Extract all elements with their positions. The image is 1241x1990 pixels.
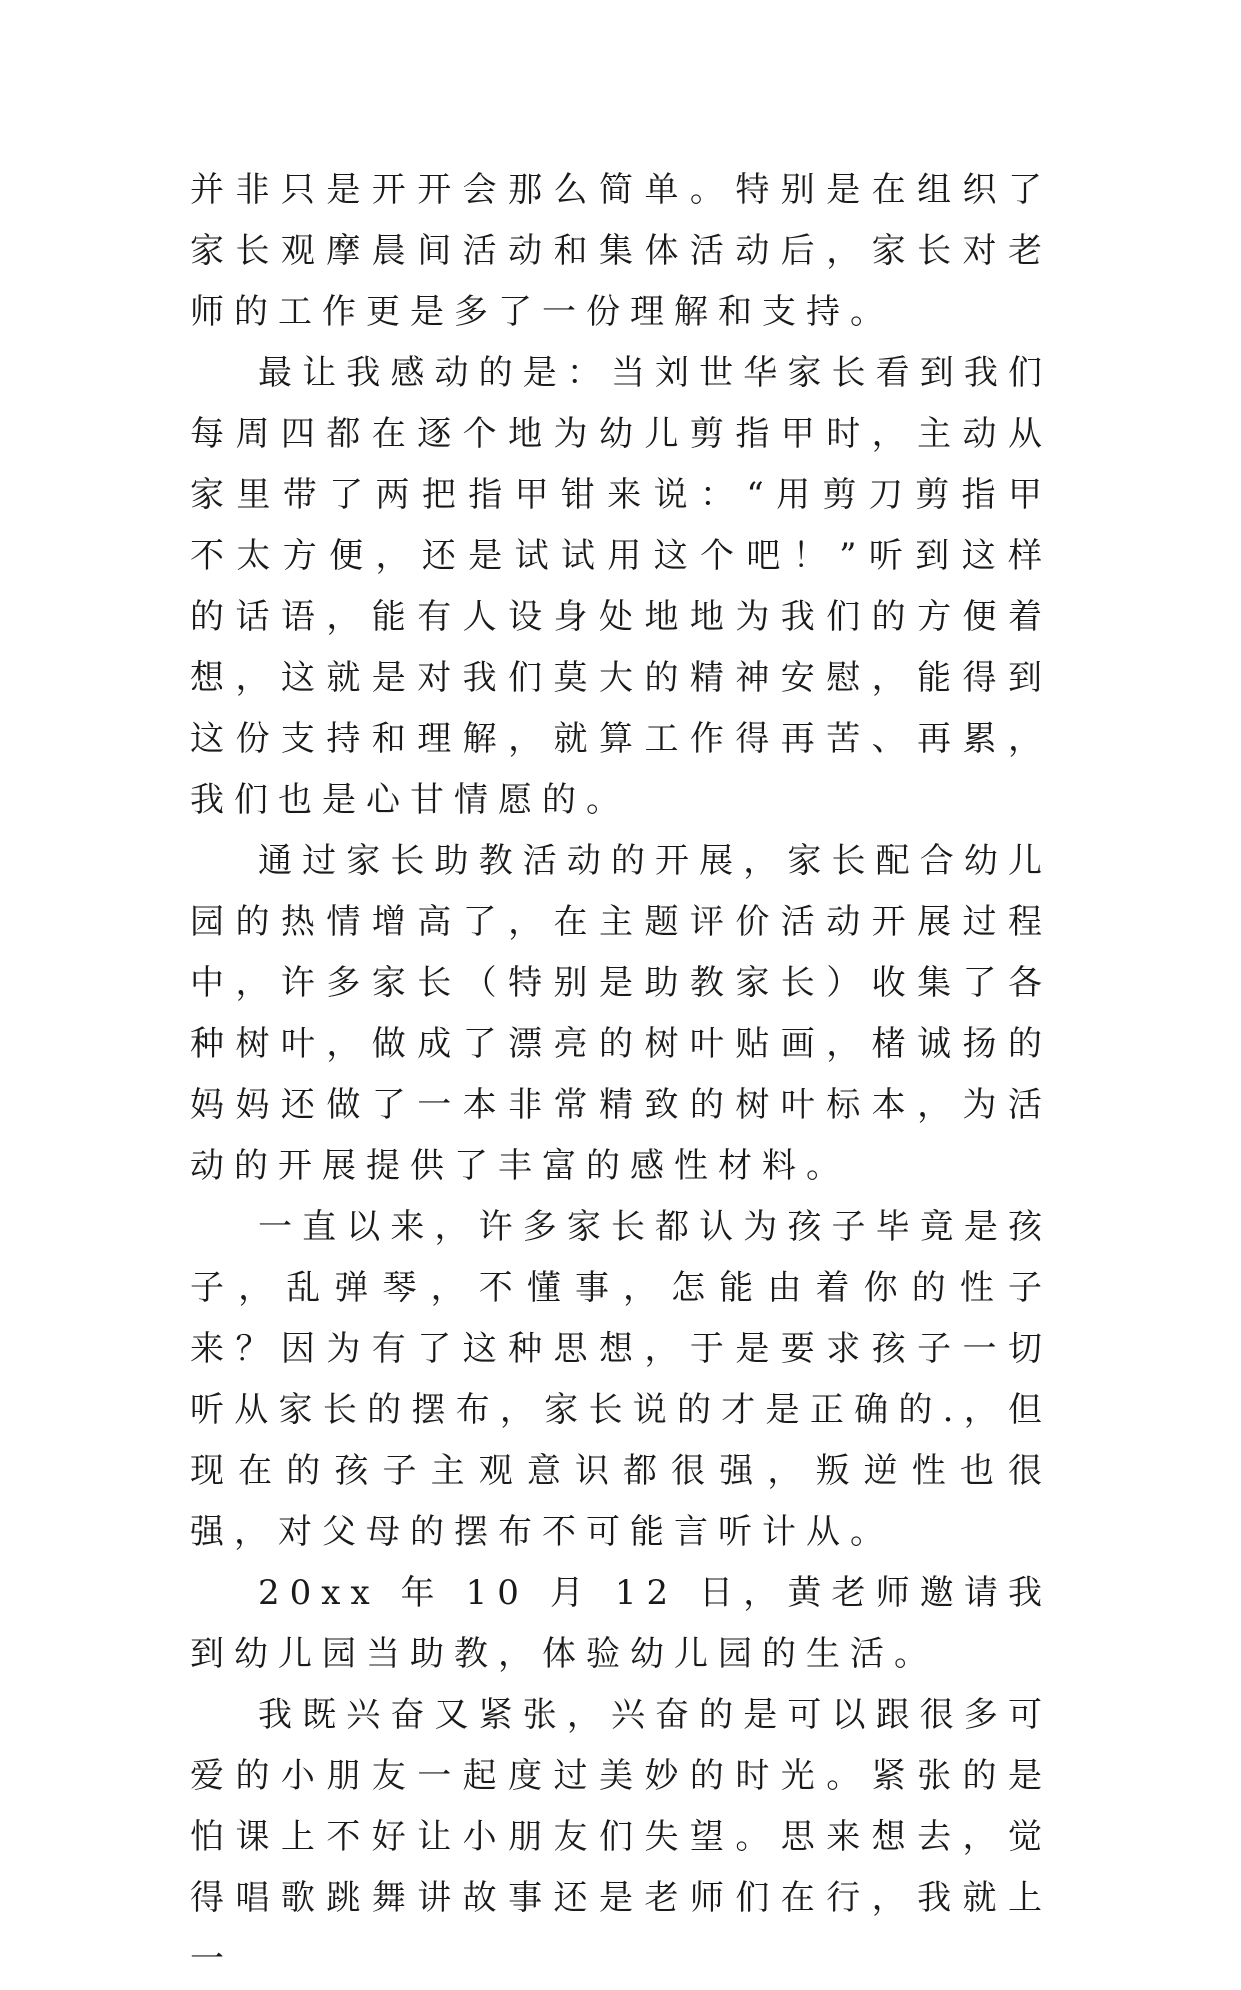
document-body	[190, 160, 1052, 1990]
paragraph-4: 一直以来，许多家长都认为孩子毕竟是孩子，乱弹琴，不懂事，怎能由着你的性子来？因为有了这种思想，于是要求孩子一切听从家长的摆布，家长说的才是正确的.，但现在的孩子主观意识都很强，叛逆性也很强，对父母的摆布不可能言听计从。	[190, 1207, 1052, 1552]
paragraph-6: 我既兴奋又紧张，兴奋的是可以跟很多可爱的小朋友一起度过美妙的时光。紧张的是怕课上不好让小朋友们失望。思来想去，觉得唱歌跳舞讲故事还是老师们在行，我就上一	[190, 1695, 1052, 1979]
paragraph-5: 20xx 年 10 月 12 日，黄老师邀请我到幼儿园当助教，体验幼儿园的生活。	[190, 1573, 1052, 1674]
paragraph-3: 通过家长助教活动的开展，家长配合幼儿园的热情增高了，在主题评价活动开展过程中，许多家长（特别是助教家长）收集了各种树叶，做成了漂亮的树叶贴画，楮诚扬的妈妈还做了一本非常精致的树叶标本，为活动的开展提供了丰富的感性材料。	[190, 841, 1052, 1186]
paragraph-2: 最让我感动的是：当刘世华家长看到我们每周四都在逐个地为幼儿剪指甲时，主动从家里带了两把指甲钳来说：“用剪刀剪指甲不太方便，还是试试用这个吧！”听到这样的话语，能有人设身处地地为我们的方便着想，这就是对我们莫大的精神安慰，能得到这份支持和理解，就算工作得再苦、再累，我们也是心甘情愿的。	[190, 353, 1052, 820]
paragraph-1: 并非只是开开会那么简单。特别是在组织了家长观摩晨间活动和集体活动后，家长对老师的工作更是多了一份理解和支持。	[190, 170, 1052, 332]
